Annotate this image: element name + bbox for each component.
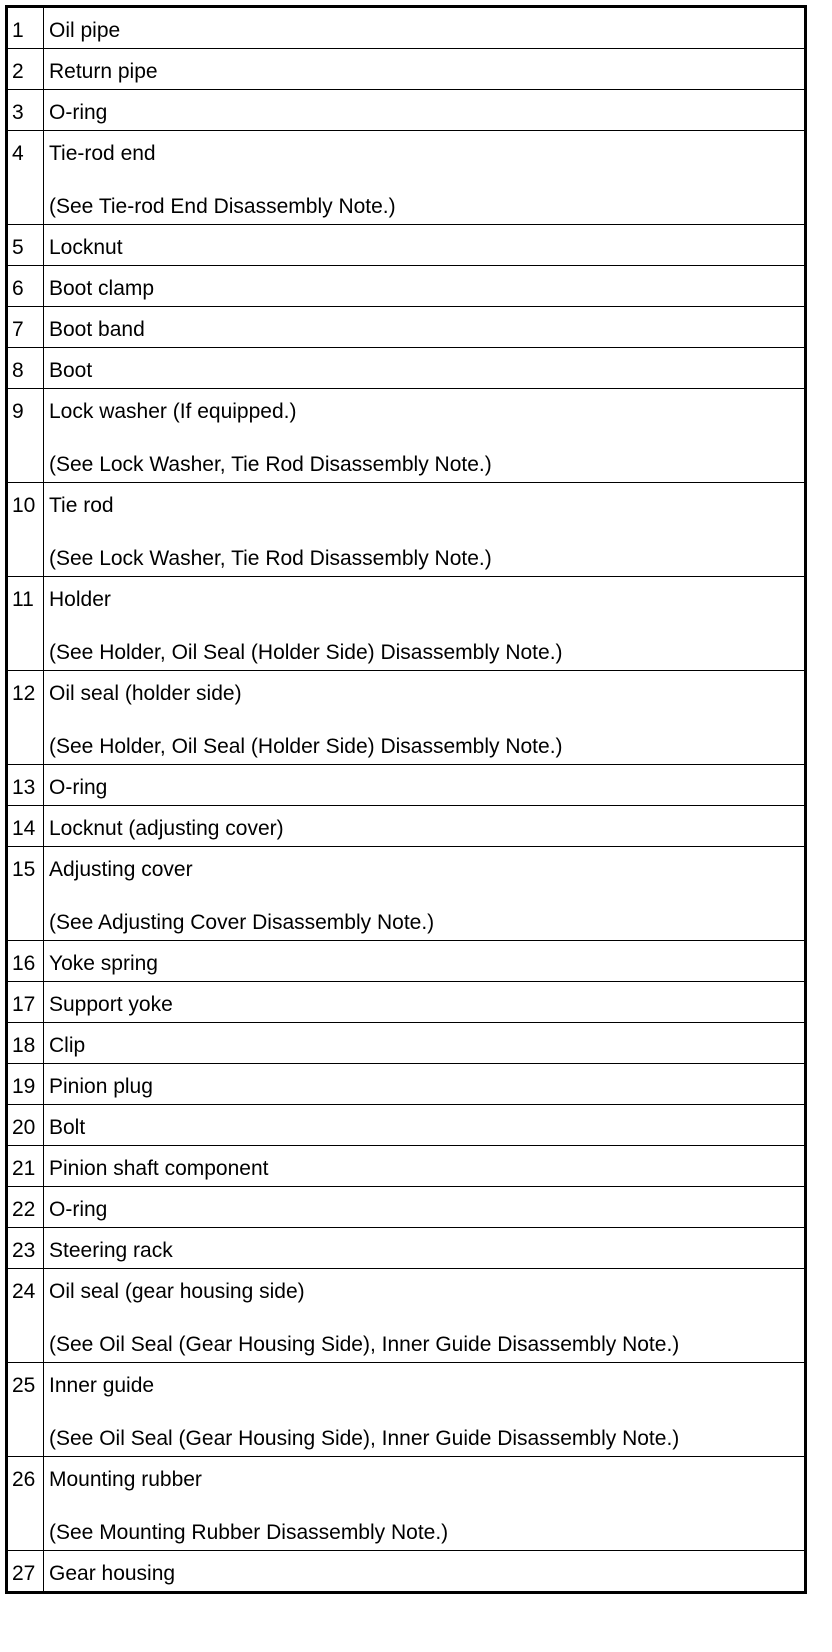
part-description — [44, 483, 806, 577]
part-note: (See Oil Seal (Gear Housing Side), Inner Guide Disassembly Note.) — [49, 1333, 680, 1356]
table-row — [7, 1023, 806, 1064]
part-name: Locknut — [49, 236, 123, 259]
part-name: Inner guide — [49, 1374, 155, 1397]
part-description — [44, 7, 806, 49]
part-number: 5 — [7, 225, 44, 266]
part-description — [44, 1551, 806, 1593]
part-description — [44, 389, 806, 483]
part-name: O-ring — [49, 776, 108, 799]
table-row — [7, 847, 806, 941]
part-name: Clip — [49, 1034, 86, 1057]
table-row — [7, 266, 806, 307]
part-description — [44, 1064, 806, 1105]
part-name: Lock washer (If equipped.) — [49, 400, 297, 423]
table-row — [7, 806, 806, 847]
part-description — [44, 307, 806, 348]
part-description — [44, 1228, 806, 1269]
part-description — [44, 847, 806, 941]
part-name: Locknut (adjusting cover) — [49, 817, 284, 840]
part-note: (See Oil Seal (Gear Housing Side), Inner Guide Disassembly Note.) — [49, 1427, 680, 1450]
part-name: Boot clamp — [49, 277, 155, 300]
part-number: 18 — [7, 1023, 44, 1064]
part-name: Oil seal (holder side) — [49, 682, 242, 705]
part-number: 13 — [7, 765, 44, 806]
part-number: 2 — [7, 49, 44, 90]
part-note: (See Mounting Rubber Disassembly Note.) — [49, 1521, 449, 1544]
part-number: 1 — [7, 7, 44, 49]
table-row — [7, 1551, 806, 1593]
table-row — [7, 49, 806, 90]
part-name: Return pipe — [49, 60, 158, 83]
part-note: (See Lock Washer, Tie Rod Disassembly Note.) — [49, 453, 492, 476]
part-name: Boot band — [49, 318, 145, 341]
part-number: 12 — [7, 671, 44, 765]
table-row — [7, 348, 806, 389]
part-name: Oil seal (gear housing side) — [49, 1280, 305, 1303]
part-description — [44, 348, 806, 389]
table-row — [7, 90, 806, 131]
table-row — [7, 1363, 806, 1457]
part-name: Boot — [49, 359, 93, 382]
part-description — [44, 765, 806, 806]
part-number: 27 — [7, 1551, 44, 1593]
part-number: 4 — [7, 131, 44, 225]
part-name: Tie rod — [49, 494, 114, 517]
part-description — [44, 1363, 806, 1457]
part-number: 19 — [7, 1064, 44, 1105]
part-description — [44, 266, 806, 307]
part-number: 8 — [7, 348, 44, 389]
part-number: 3 — [7, 90, 44, 131]
part-name: Bolt — [49, 1116, 86, 1139]
part-number: 17 — [7, 982, 44, 1023]
table-row — [7, 131, 806, 225]
part-number: 22 — [7, 1187, 44, 1228]
part-number: 15 — [7, 847, 44, 941]
part-description — [44, 1146, 806, 1187]
part-note: (See Adjusting Cover Disassembly Note.) — [49, 911, 435, 934]
part-number: 24 — [7, 1269, 44, 1363]
table-row — [7, 1228, 806, 1269]
table-row — [7, 982, 806, 1023]
part-description — [44, 806, 806, 847]
part-name: Oil pipe — [49, 19, 121, 42]
part-number: 23 — [7, 1228, 44, 1269]
table-row — [7, 1269, 806, 1363]
part-description — [44, 577, 806, 671]
part-description — [44, 1457, 806, 1551]
table-row — [7, 7, 806, 49]
part-description — [44, 90, 806, 131]
part-description — [44, 941, 806, 982]
part-number: 26 — [7, 1457, 44, 1551]
part-note: (See Holder, Oil Seal (Holder Side) Disassembly Note.) — [49, 735, 563, 758]
part-number: 16 — [7, 941, 44, 982]
part-note: (See Lock Washer, Tie Rod Disassembly Note.) — [49, 547, 492, 570]
part-number: 10 — [7, 483, 44, 577]
table-row — [7, 307, 806, 348]
part-name: O-ring — [49, 101, 108, 124]
table-row — [7, 1064, 806, 1105]
parts-table-body — [7, 7, 806, 1593]
part-name: Gear housing — [49, 1562, 176, 1585]
table-row — [7, 225, 806, 266]
part-description — [44, 131, 806, 225]
part-description — [44, 1023, 806, 1064]
table-row — [7, 1457, 806, 1551]
table-row — [7, 483, 806, 577]
table-row — [7, 577, 806, 671]
part-description — [44, 982, 806, 1023]
table-row — [7, 671, 806, 765]
part-name: Pinion plug — [49, 1075, 153, 1098]
part-number: 25 — [7, 1363, 44, 1457]
part-name: Pinion shaft component — [49, 1157, 269, 1180]
part-name: Adjusting cover — [49, 858, 193, 881]
table-row — [7, 389, 806, 483]
table-row — [7, 1187, 806, 1228]
parts-table — [5, 5, 807, 1594]
part-number: 20 — [7, 1105, 44, 1146]
part-name: O-ring — [49, 1198, 108, 1221]
part-number: 21 — [7, 1146, 44, 1187]
part-description — [44, 49, 806, 90]
part-number: 7 — [7, 307, 44, 348]
table-row — [7, 1105, 806, 1146]
part-name: Steering rack — [49, 1239, 173, 1262]
part-name: Yoke spring — [49, 952, 158, 975]
part-number: 9 — [7, 389, 44, 483]
part-note: (See Tie-rod End Disassembly Note.) — [49, 195, 396, 218]
part-name: Holder — [49, 588, 111, 611]
part-name: Support yoke — [49, 993, 173, 1016]
part-description — [44, 1269, 806, 1363]
table-row — [7, 1146, 806, 1187]
part-number: 14 — [7, 806, 44, 847]
part-number: 11 — [7, 577, 44, 671]
part-description — [44, 671, 806, 765]
part-name: Mounting rubber — [49, 1468, 202, 1491]
part-description — [44, 1187, 806, 1228]
part-note: (See Holder, Oil Seal (Holder Side) Disassembly Note.) — [49, 641, 563, 664]
table-row — [7, 941, 806, 982]
part-description — [44, 225, 806, 266]
table-row — [7, 765, 806, 806]
part-name: Tie-rod end — [49, 142, 156, 165]
part-number: 6 — [7, 266, 44, 307]
part-description — [44, 1105, 806, 1146]
